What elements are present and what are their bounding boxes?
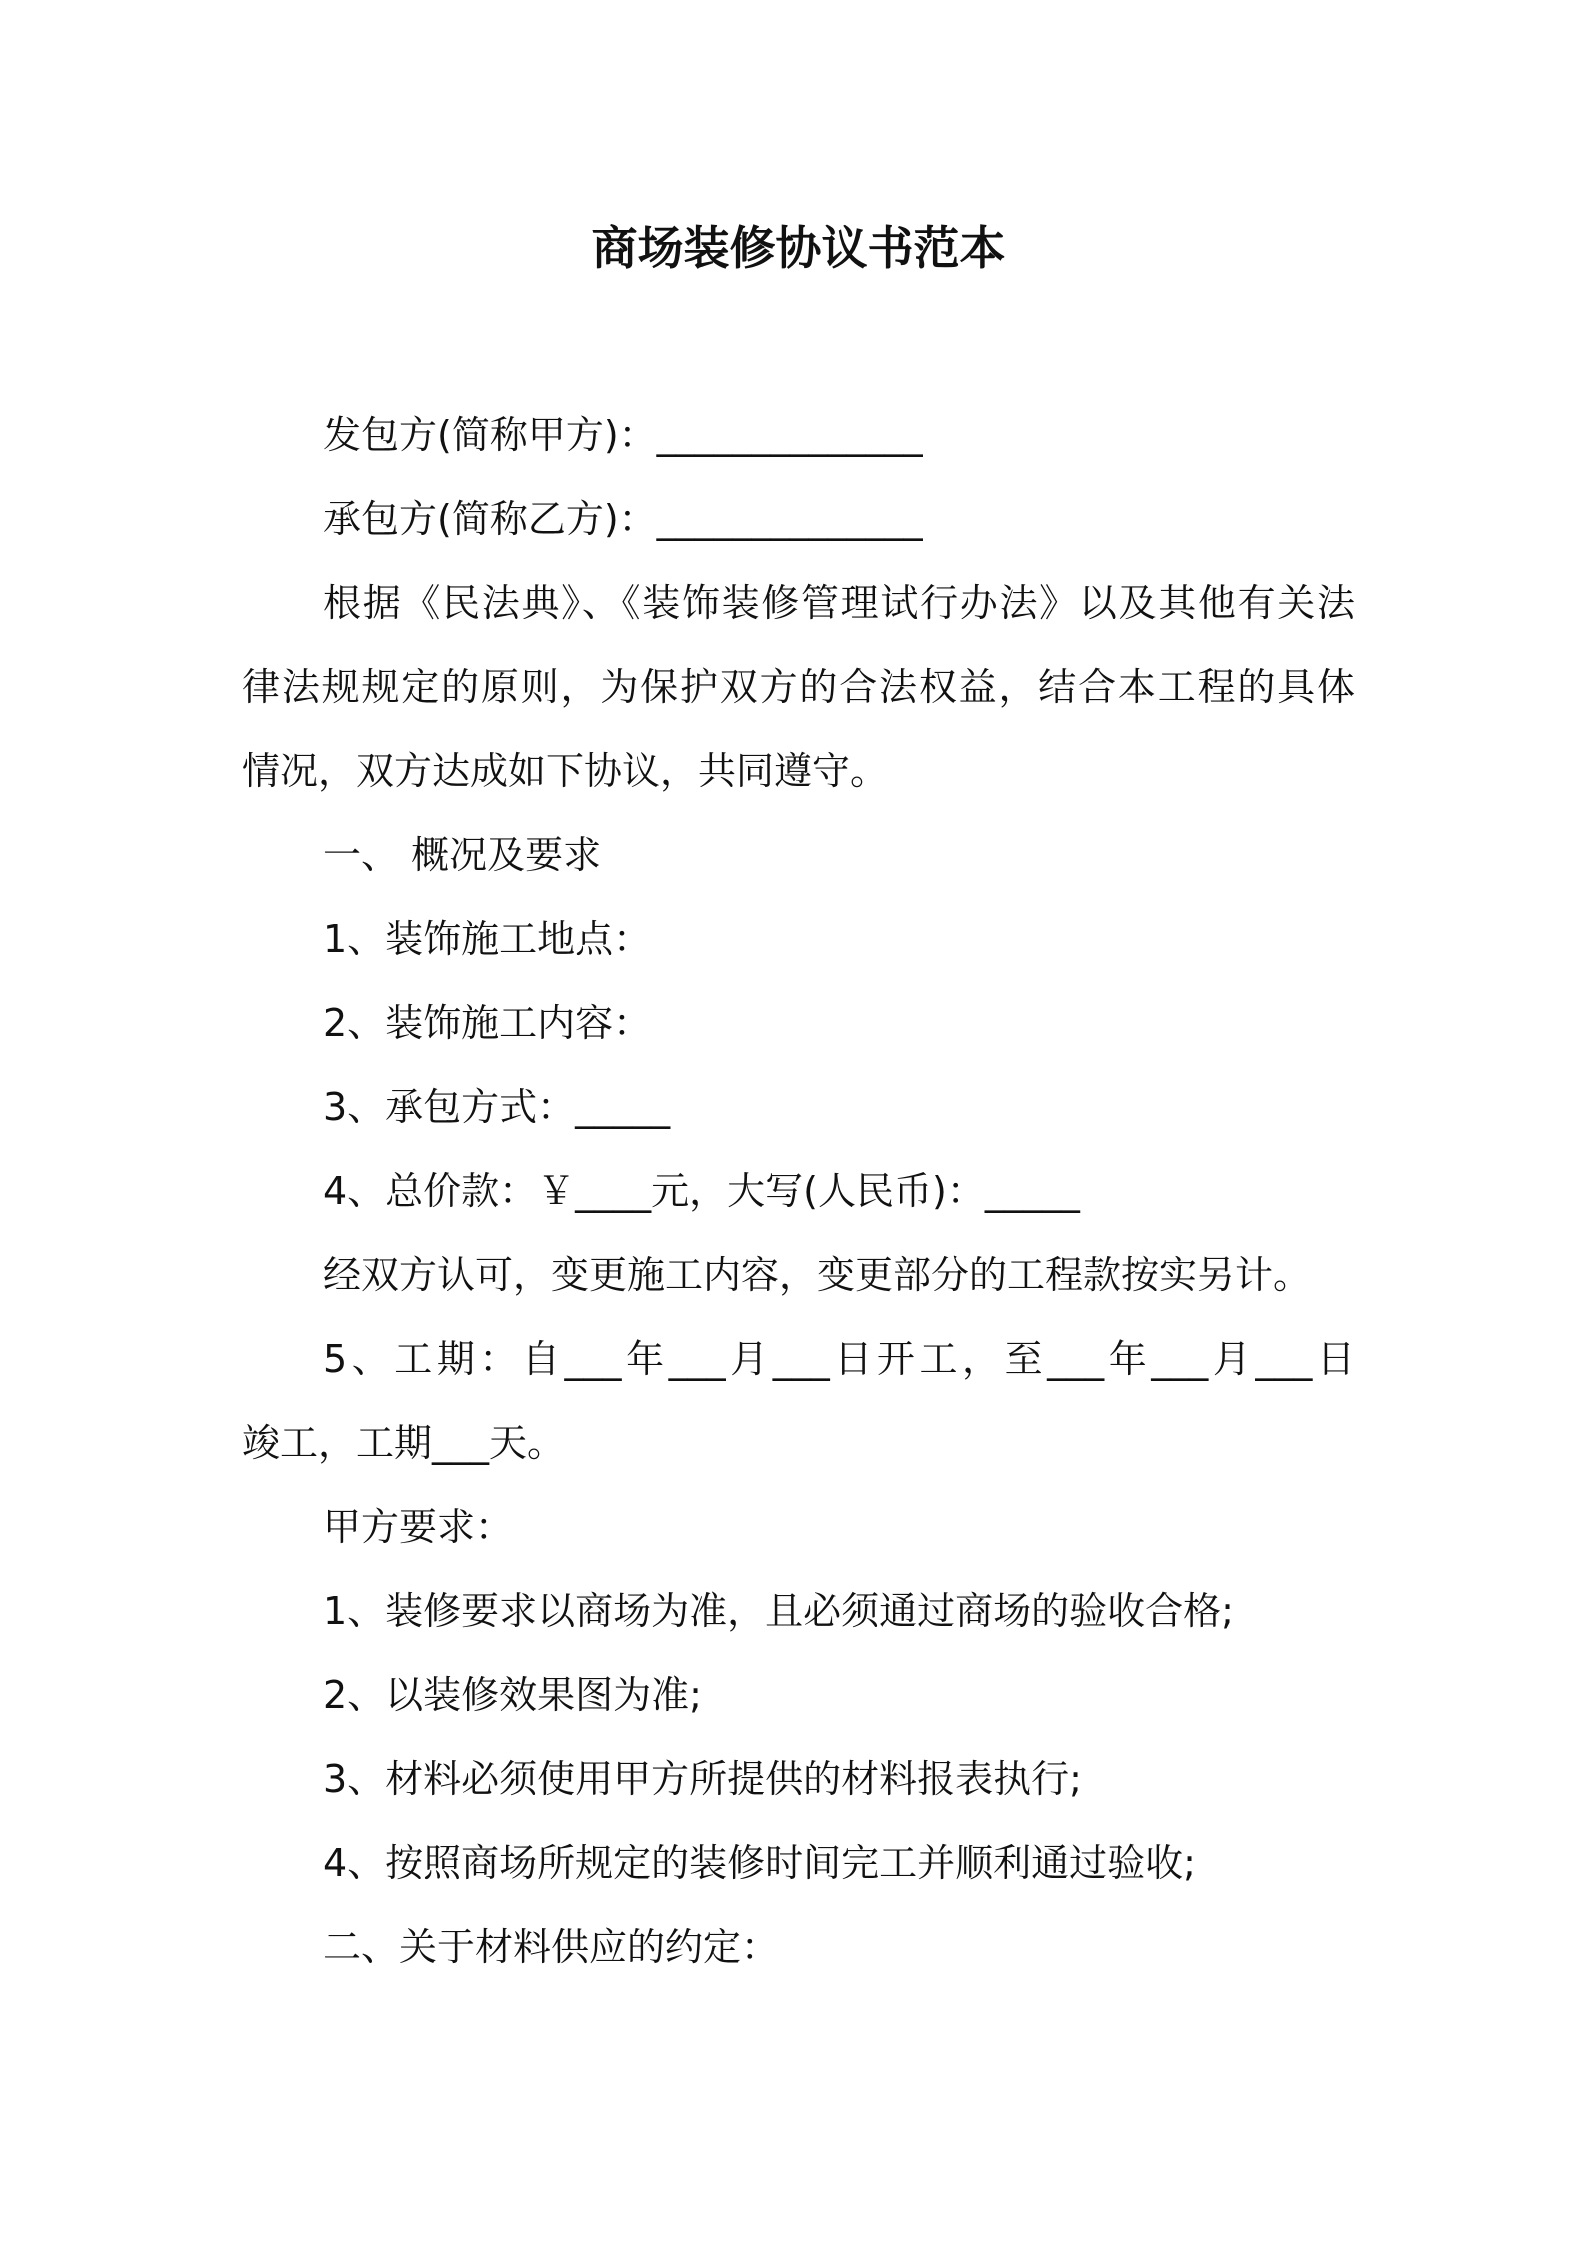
section-1-item: 4、总价款：￥____元，大写(人民币)：_____ [323,1169,1080,1213]
preamble-line: 情况，双方达成如下协议，共同遵守。 [242,749,889,793]
party-a-line: 发包方(简称甲方)：______________ [323,413,923,457]
section-1-item: 3、承包方式：_____ [323,1085,671,1129]
section-1-item: 1、装饰施工地点： [323,917,652,961]
document-body [242,393,1355,1989]
section-2-heading: 二、关于材料供应的约定： [323,1925,780,1969]
document-title: 商场装修协议书范本 [591,221,1006,275]
schedule-line: 竣工，工期___天。 [242,1421,566,1465]
requirement-item: 3、材料必须使用甲方所提供的材料报表执行; [323,1757,1082,1801]
requirement-item: 1、装修要求以商场为准，且必须通过商场的验收合格; [323,1589,1234,1633]
section-1-heading: 一、 概况及要求 [323,833,602,877]
section-1-item: 2、装饰施工内容： [323,1001,652,1045]
schedule-line: 5、工期：自___年___月___日开工，至___年___月___日 [323,1337,1355,1381]
preamble-line: 律法规规定的原则，为保护双方的合法权益，结合本工程的具体 [242,665,1355,709]
party-a-requirements-heading: 甲方要求： [323,1505,514,1549]
change-note: 经双方认可，变更施工内容，变更部分的工程款按实另计。 [323,1253,1312,1297]
requirement-item: 2、以装修效果图为准; [323,1673,702,1717]
preamble-line: 根据《民法典》、《装饰装修管理试行办法》以及其他有关法 [323,581,1355,625]
requirement-item: 4、按照商场所规定的装修时间完工并顺利通过验收; [323,1841,1196,1885]
party-b-line: 承包方(简称乙方)：______________ [323,497,923,541]
